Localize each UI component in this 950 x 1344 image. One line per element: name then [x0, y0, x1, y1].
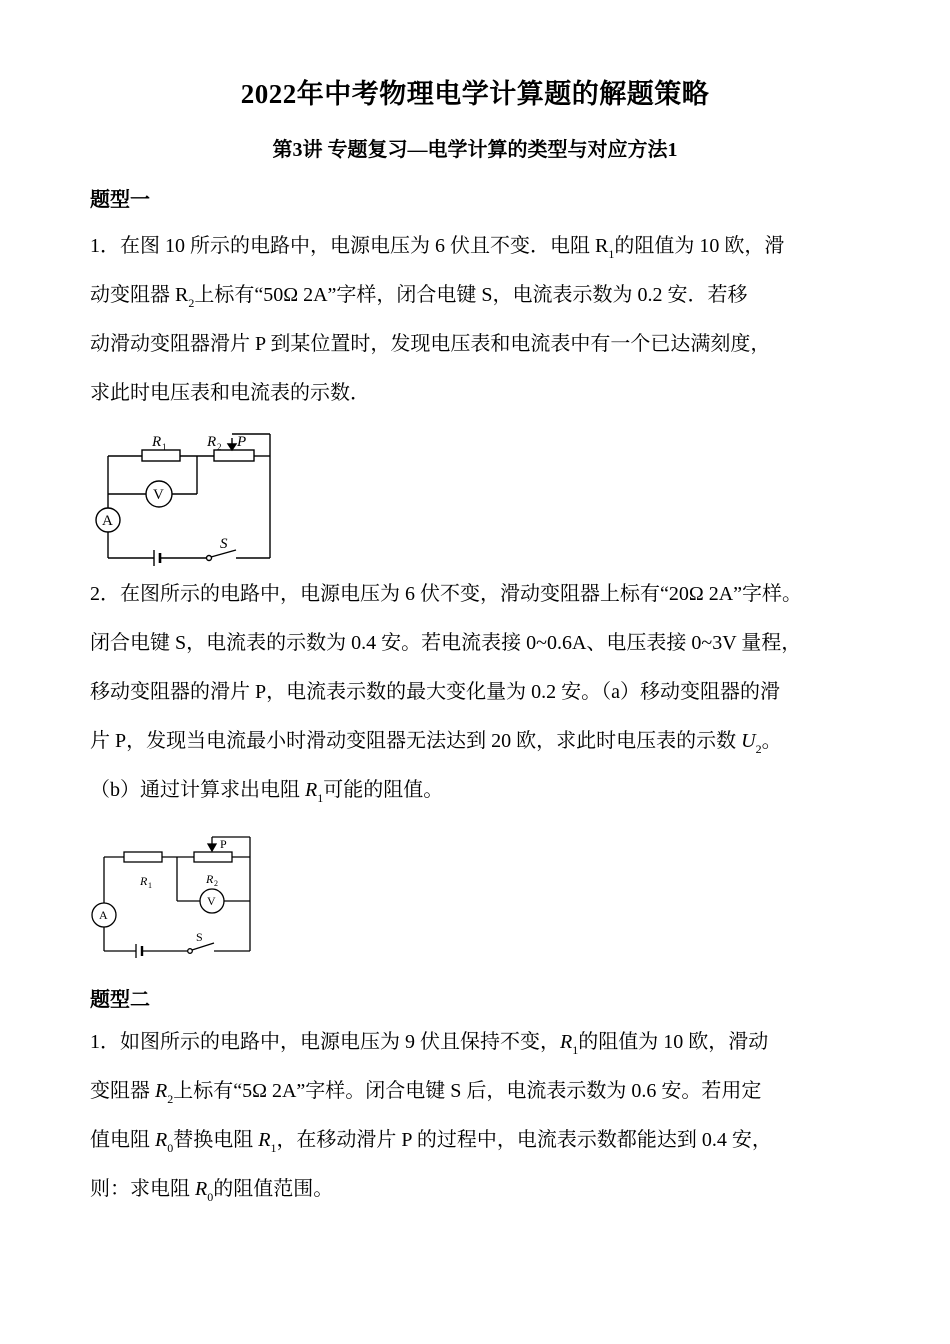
document-subtitle: 第3讲 专题复习—电学计算的类型与对应方法1	[272, 139, 678, 161]
label-r2-sub: 2	[217, 442, 222, 452]
question-line: 值电阻 $R_0$替换电阻 $R_1$，在移动滑片 P 的过程中，电流表示数都能达到 0.4 安，	[90, 1129, 772, 1155]
circuit-diagram-1	[90, 428, 280, 564]
label-r1: R	[140, 874, 148, 888]
label-p: P	[220, 837, 227, 851]
document-title: 2022年中考物理电学计算题的解题策略	[240, 79, 710, 109]
section-heading-1: 题型一	[90, 189, 150, 211]
circuit-diagram-2	[90, 833, 260, 957]
label-v: V	[207, 894, 216, 908]
question-line: 2．在图所示的电路中，电源电压为 6 伏不变，滑动变阻器上标有“20Ω 2A”字样。	[90, 583, 803, 605]
question-line: 片 P，发现当电流最小时滑动变阻器无法达到 20 欧，求此时电压表的示数 $U_2$。	[90, 730, 782, 756]
section-heading-2: 题型二	[90, 989, 150, 1011]
question-1-1	[90, 222, 862, 418]
label-a: A	[102, 513, 113, 529]
question-2-1	[90, 1018, 862, 1214]
question-line: 动滑动变阻器滑片 P 到某位置时，发现电压表和电流表中有一个已达满刻度，	[90, 333, 771, 355]
question-line: 闭合电键 S，电流表的示数为 0.4 安。若电流表接 0~0.6A、电压表接 0~3V 量程，	[90, 632, 802, 654]
resistor-r1	[124, 852, 162, 862]
question-line: 求此时电压表和电流表的示数．	[90, 382, 370, 404]
question-line: 1．在图 10 所示的电路中，电源电压为 6 伏且不变．电阻 $R_1$的阻值为 10 欧，滑	[90, 235, 785, 261]
label-p: P	[237, 434, 247, 450]
switch	[192, 943, 214, 950]
rheostat-r2	[194, 852, 232, 862]
label-s: S	[220, 536, 228, 552]
label-r2: R	[207, 434, 217, 450]
question-line: 则：求电阻 $R_0$的阻值范围。	[90, 1178, 334, 1204]
question-line: 1．如图所示的电路中，电源电压为 9 伏且保持不变，$R_1$的阻值为 10 欧，滑动	[90, 1031, 769, 1057]
resistor-r1	[142, 450, 180, 461]
question-line: （b）通过计算求出电阻 $R_1$可能的阻值。	[90, 779, 444, 805]
label-v: V	[153, 487, 164, 503]
question-1-2	[90, 570, 862, 815]
label-r2: R	[206, 872, 214, 886]
label-r1-sub: 1	[162, 442, 167, 452]
label-r1-sub: 1	[148, 881, 152, 890]
question-line: 动变阻器 $R_2$上标有“50Ω 2A”字样，闭合电键 S，电流表示数为 0.2 安．若移	[90, 284, 748, 310]
label-a: A	[99, 908, 108, 922]
label-r1: R	[152, 434, 162, 450]
question-line: 移动变阻器的滑片 P，电流表示数的最大变化量为 0.2 安。（a）移动变阻器的滑	[90, 681, 780, 703]
label-r2-sub: 2	[214, 879, 218, 888]
question-line: 变阻器 $R_2$上标有“5Ω 2A”字样。闭合电键 S 后，电流表示数为 0.6 安。若用定	[90, 1080, 762, 1106]
label-s: S	[196, 930, 203, 944]
